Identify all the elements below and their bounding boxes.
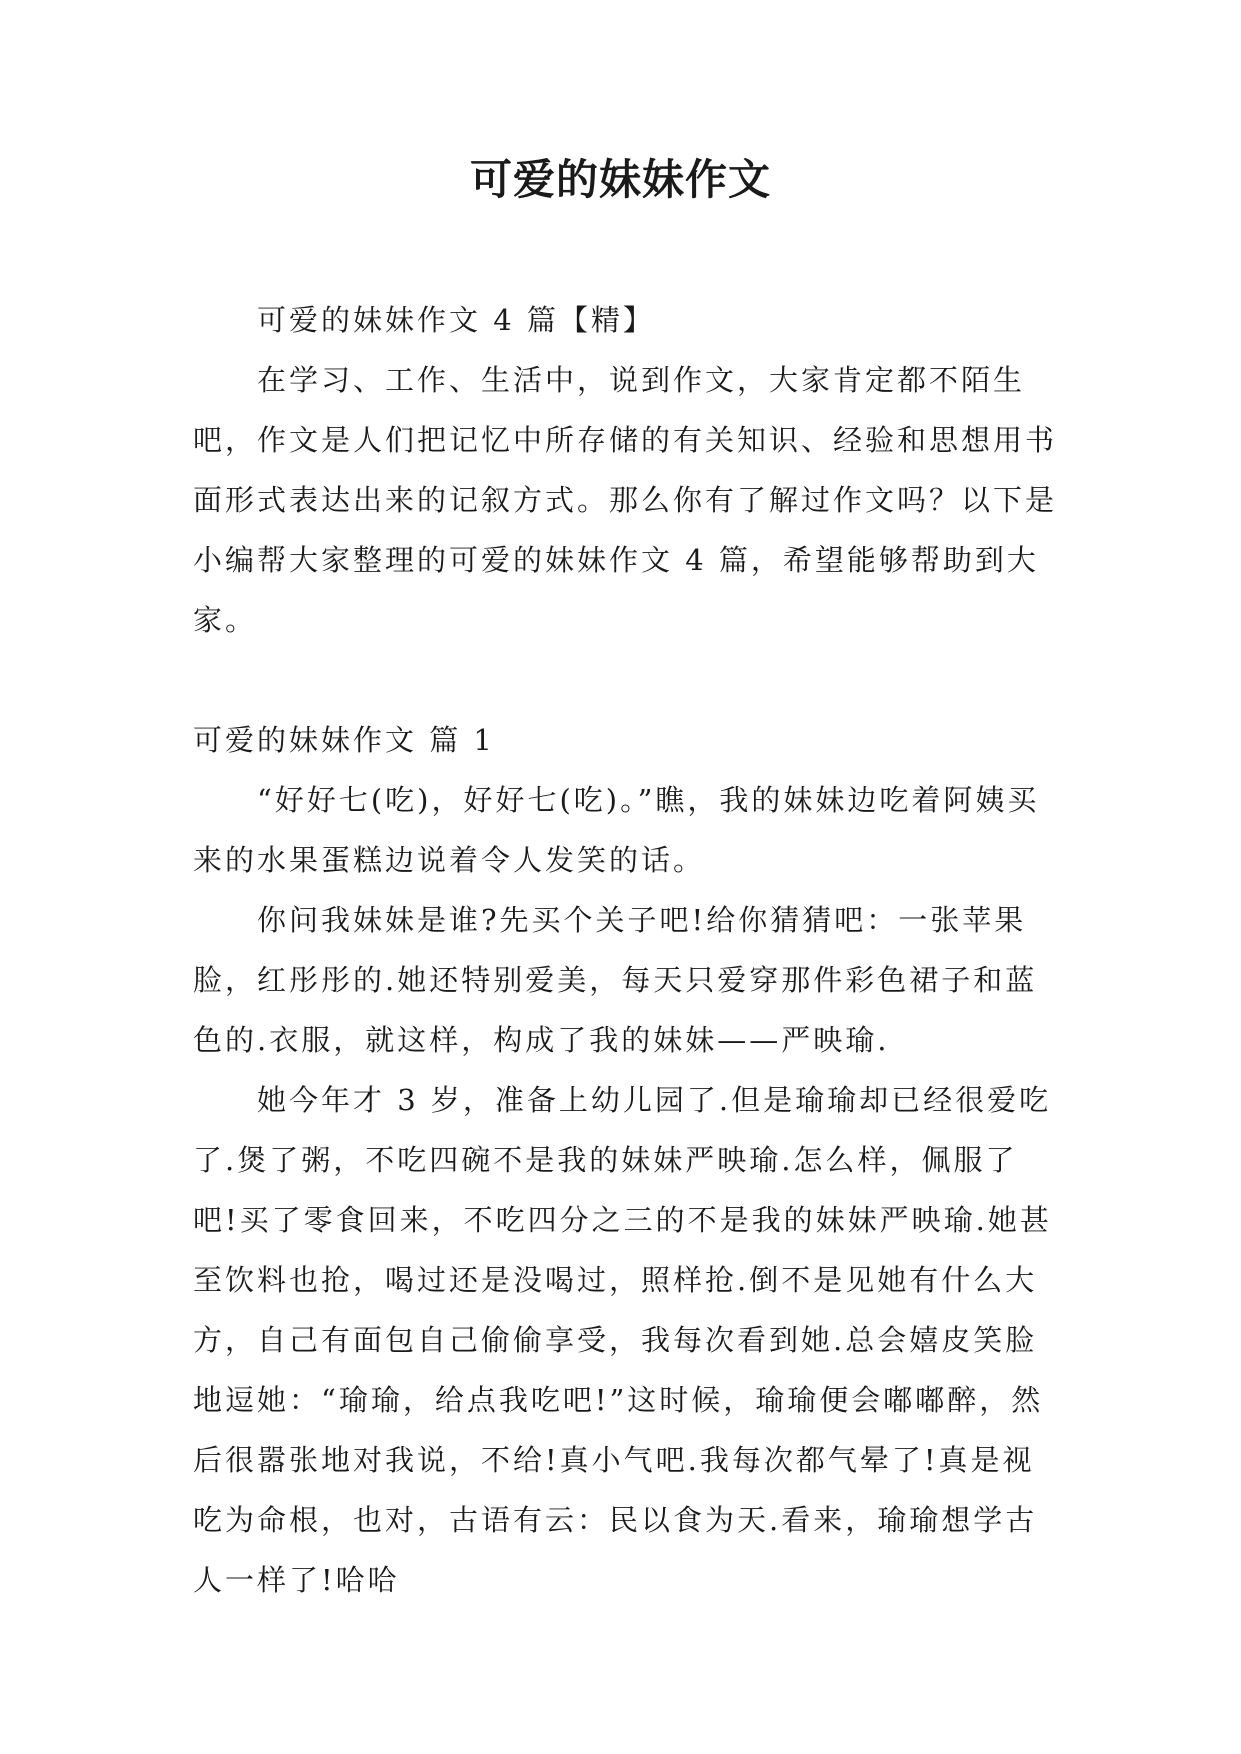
section-paragraph: 她今年才 3 岁，准备上幼儿园了.但是瑜瑜却已经很爱吃了.煲了粥，不吃四碗不是我的妹妹严映瑜.怎么样，佩服了吧!买了零食回来，不吃四分之三的不是我的妹妹严映瑜.她甚至饮料也抢，喝过还是没喝过，照样抢.倒不是见她有什么大方，自己有面包自己偷偷享受，我每次看到她.总会嬉皮笑脸地逗她：“瑜瑜，给点我吃吧!”这时候，瑜瑜便会嘟嘟醉，然后很嚣张地对我说，不给!真小气吧.我每次都气晕了!真是视吃为命根，也对，古语有云：民以食为天.看来，瑜瑜想学古人一样了!哈哈 [193, 1083, 1052, 1597]
document-body [193, 290, 1063, 1610]
section-paragraph: “好好七(吃)，好好七(吃)。”瞧，我的妹妹边吃着阿姨买来的水果蛋糕边说着令人发笑的话。 [193, 783, 1040, 877]
intro-paragraph: 在学习、工作、生活中，说到作文，大家肯定都不陌生吧，作文是人们把记忆中所存储的有关知识、经验和思想用书面形式表达出来的记叙方式。那么你有了解过作文吗？以下是小编帮大家整理的可爱的妹妹作文 4 篇，希望能够帮助到大家。 [193, 363, 1058, 637]
section-paragraph: 你问我妹妹是谁?先买个关子吧!给你猜猜吧：一张苹果脸，红彤彤的.她还特别爱美，每天只爱穿那件彩色裙子和蓝色的.衣服，就这样，构成了我的妹妹——严映瑜. [193, 903, 1038, 1057]
document-title: 可爱的妹妹作文 [469, 155, 771, 204]
section-heading: 可爱的妹妹作文 篇 1 [193, 723, 495, 757]
document-subtitle: 可爱的妹妹作文 4 篇【精】 [257, 303, 655, 337]
